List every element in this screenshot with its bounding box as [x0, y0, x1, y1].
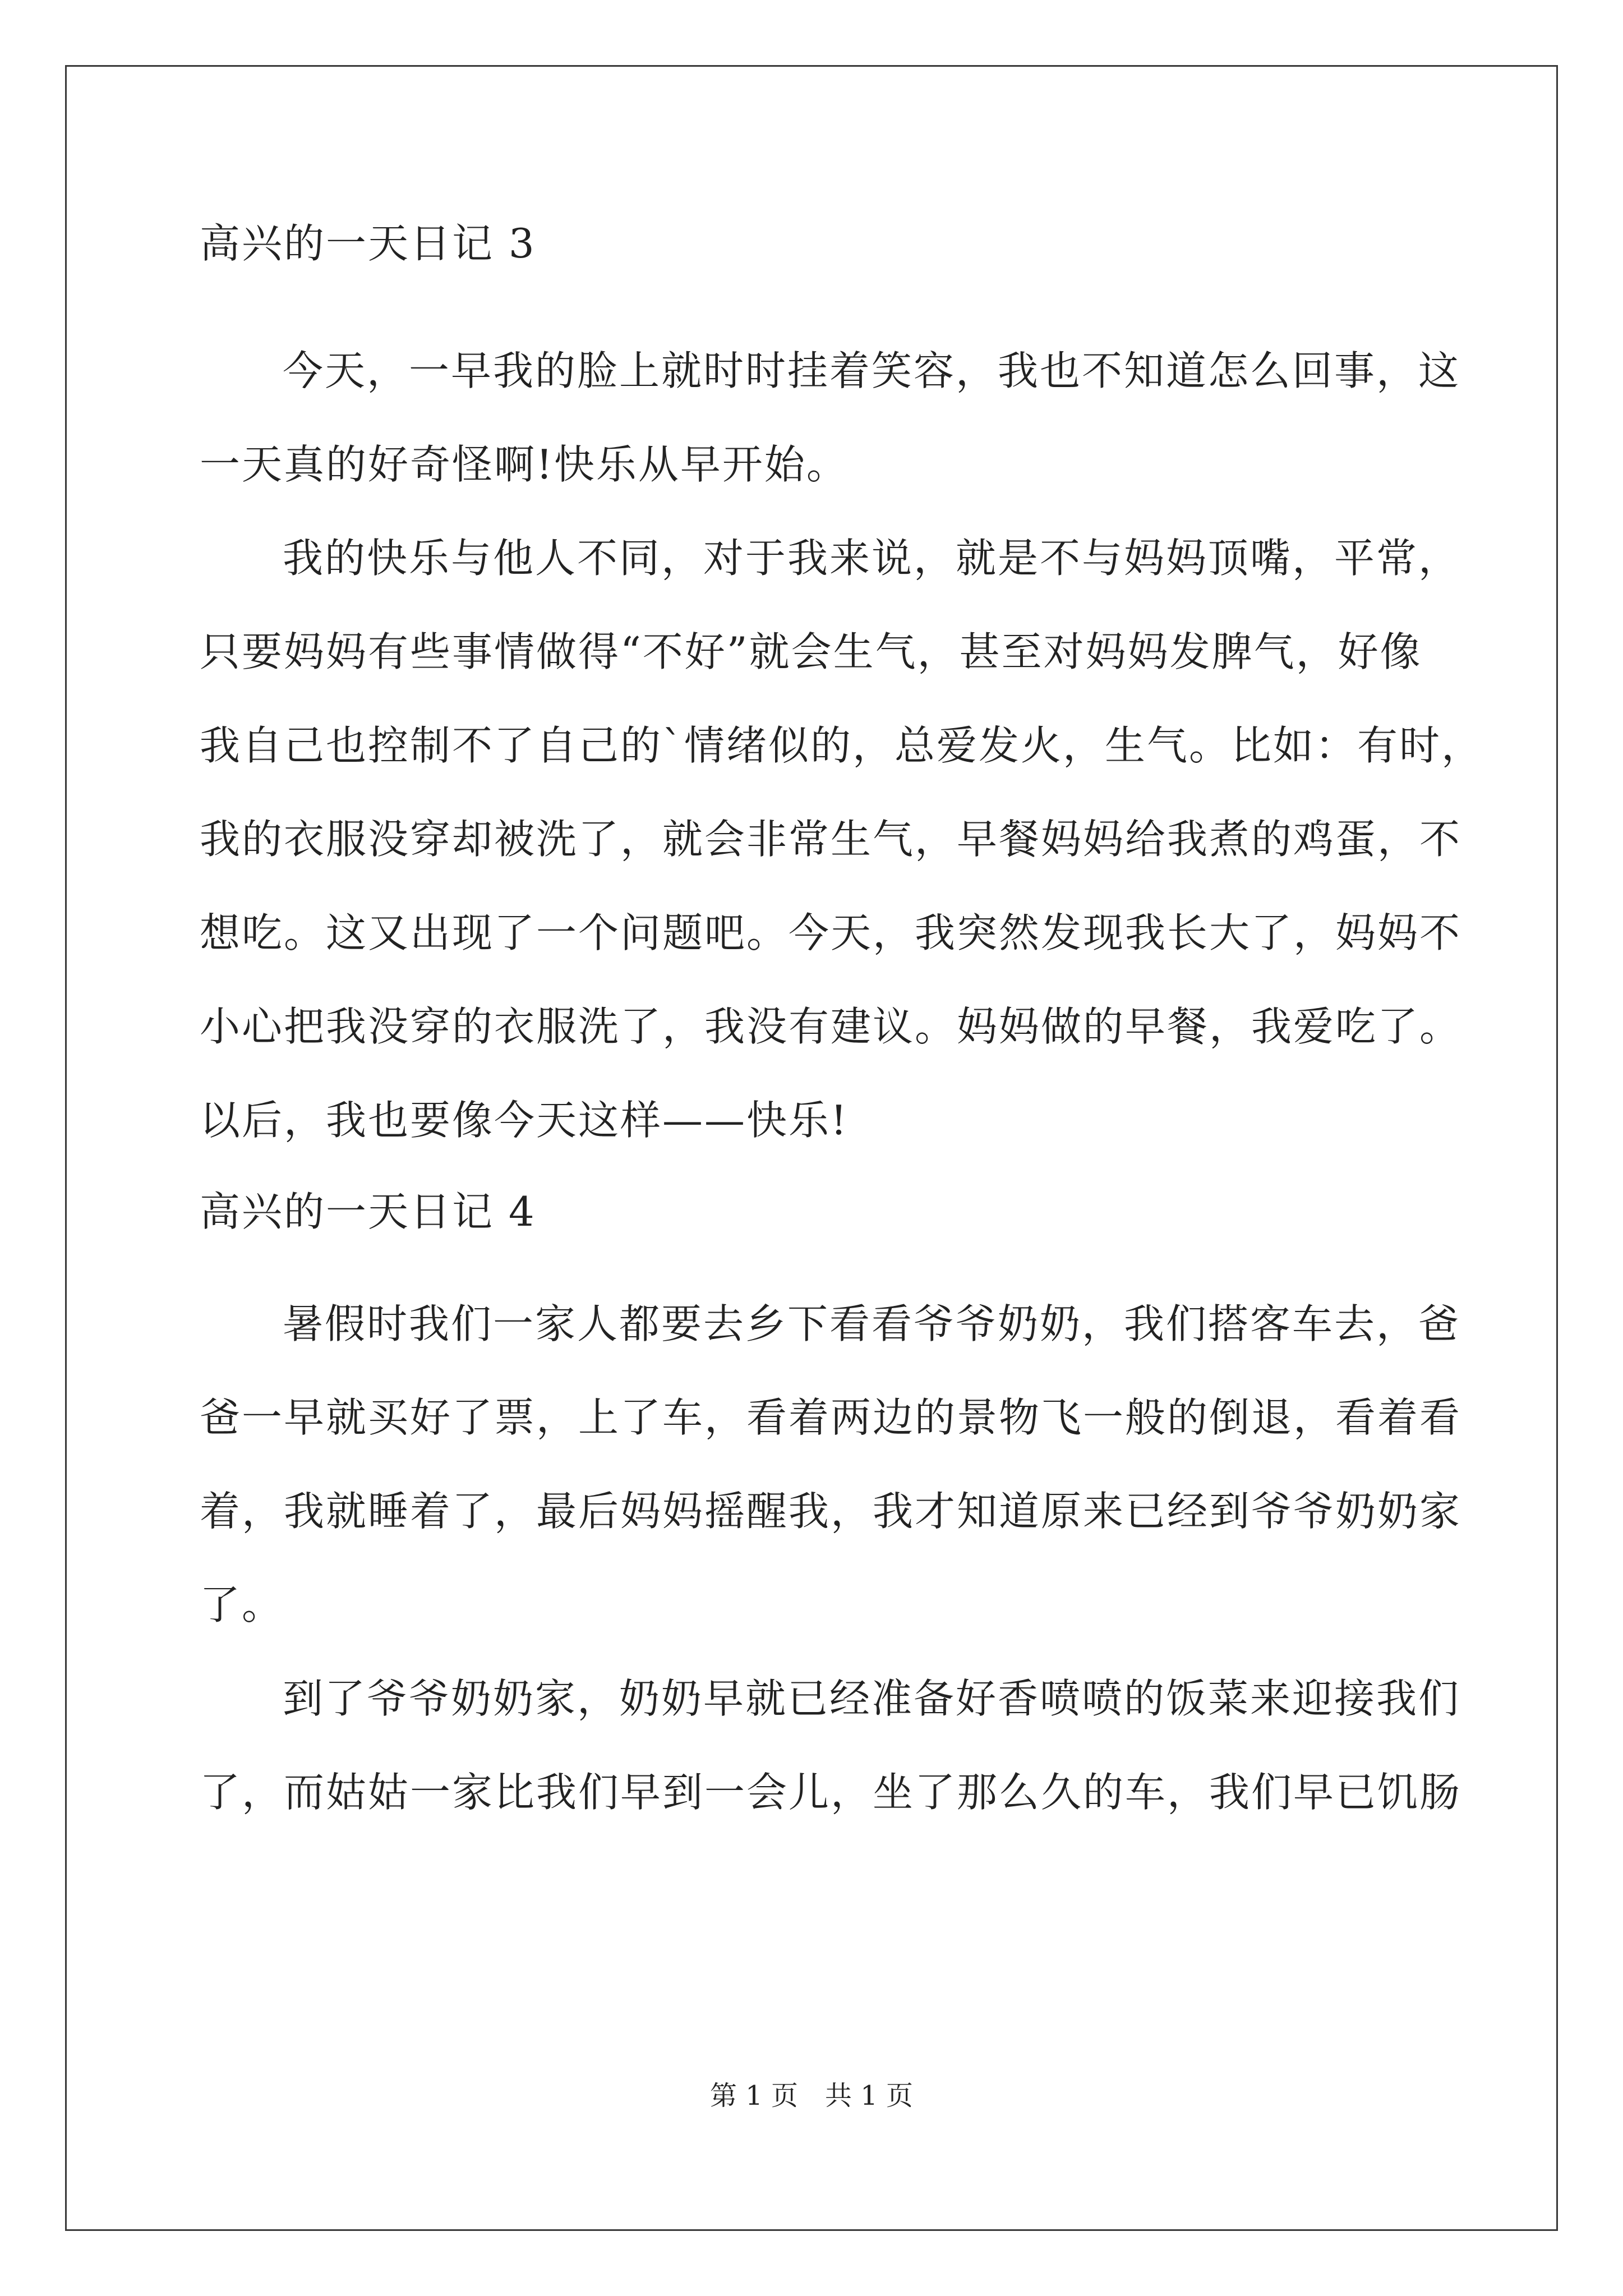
paragraph-line: 了，而姑姑一家比我们早到一会儿，坐了那么久的车，我们早已饥肠 — [200, 1769, 1462, 1816]
paragraph-line: 今天，一早我的脸上就时时挂着笑容，我也不知道怎么回事，这 — [283, 347, 1461, 394]
paragraph-line: 想吃。这又出现了一个问题吧。今天，我突然发现我长大了，妈妈不 — [200, 909, 1462, 956]
paragraph-line: 了。 — [200, 1581, 284, 1628]
paragraph-line: 爸一早就买好了票，上了车，看着两边的景物飞一般的倒退，看着看 — [200, 1394, 1462, 1441]
paragraph-line: 小心把我没穿的衣服洗了，我没有建议。妈妈做的早餐，我爱吃了。 — [200, 1003, 1462, 1050]
paragraph-line: 到了爷爷奶奶家，奶奶早就已经准备好香喷喷的饭菜来迎接我们 — [283, 1675, 1461, 1722]
paragraph-line: 着，我就睡着了，最后妈妈摇醒我，我才知道原来已经到爷爷奶奶家 — [200, 1488, 1462, 1535]
page-footer: 第 1 页 共 1 页 — [709, 2080, 914, 2111]
diary-title-3: 高兴的一天日记 3 — [200, 220, 536, 267]
paragraph-line: 以后，我也要像今天这样——快乐! — [200, 1097, 849, 1144]
diary-title-4: 高兴的一天日记 4 — [200, 1188, 536, 1235]
paragraph-line: 只要妈妈有些事情做得“不好”就会生气，甚至对妈妈发脾气，好像 — [200, 628, 1422, 675]
paragraph-line: 暑假时我们一家人都要去乡下看看爷爷奶奶，我们搭客车去，爸 — [283, 1300, 1461, 1347]
paragraph-line: 我的快乐与他人不同，对于我来说，就是不与妈妈顶嘴，平常， — [283, 535, 1461, 582]
paragraph-line: 我自己也控制不了自己的`情绪似的，总爱发火，生气。比如：有时， — [200, 722, 1484, 769]
paragraph-line: 我的衣服没穿却被洗了，就会非常生气，早餐妈妈给我煮的鸡蛋，不 — [200, 816, 1462, 863]
paragraph-line: 一天真的好奇怪啊!快乐从早开始。 — [200, 441, 849, 488]
